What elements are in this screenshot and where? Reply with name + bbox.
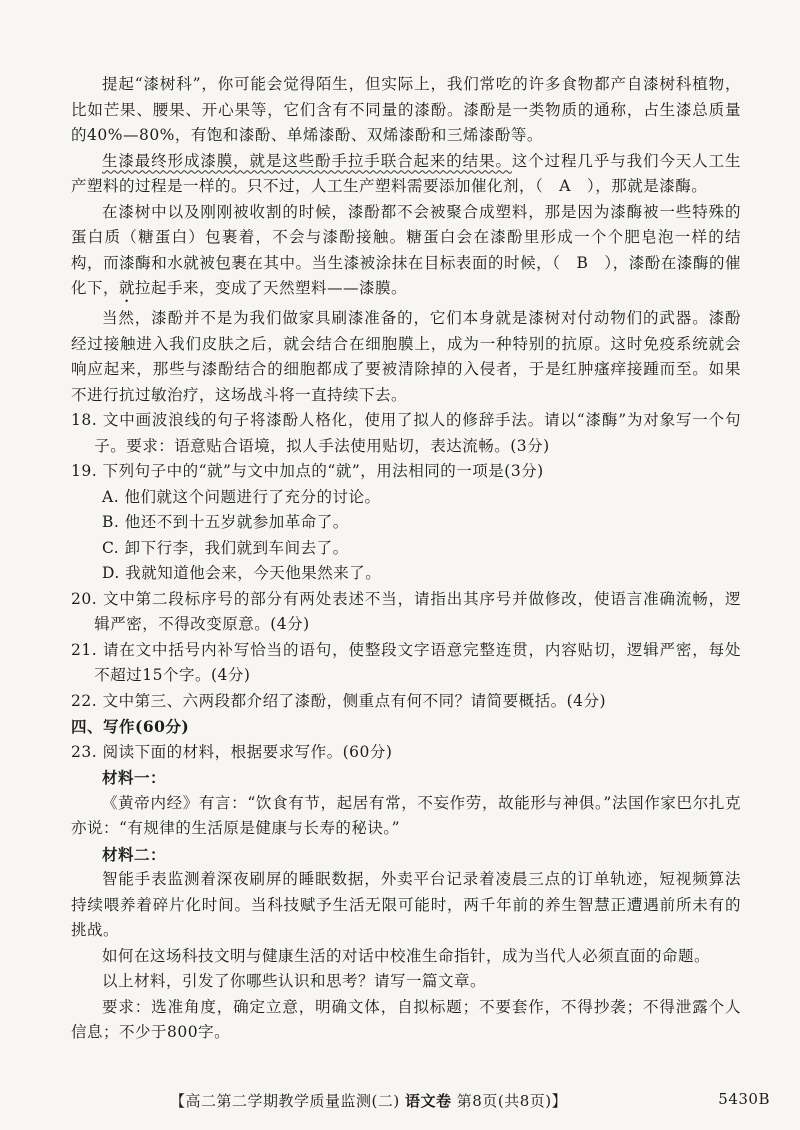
question-23: 23. 阅读下面的材料，根据要求写作。(60分)	[71, 742, 393, 761]
paragraph-2-rest: 这个过程几乎与我们今天人工生产塑料的过程是一样的。只不过，人工生产塑料需要添加催化剂，（ A ），那就是漆酶。	[71, 151, 741, 195]
passage-paragraph-2	[71, 149, 741, 200]
question-22: 22. 文中第三、六两段都介绍了漆酚，侧重点有何不同？请简要概括。(4分)	[71, 691, 607, 710]
paragraph-3-part-b: 拉起手来，变成了天然塑料——漆膜。	[135, 279, 408, 297]
footer-exam-title: 【高二第二学期教学质量监测(二)	[170, 1092, 400, 1110]
dotted-character: 就	[119, 279, 136, 297]
section-writing-heading: 四、写作(60分)	[71, 717, 190, 736]
footer-exam-info	[170, 1090, 567, 1111]
question-19-option-a: A. 他们就这个问题进行了充分的讨论。	[102, 487, 381, 506]
footer-subject: 语文卷	[405, 1092, 452, 1110]
question-19-option-d: D. 我就知道他会来，今天他果然来了。	[102, 564, 382, 582]
question-19-option-b: B. 他还不到十五岁就参加革命了。	[102, 513, 349, 531]
material-2-text: 智能手表监测着深夜刷屏的睡眠数据，外卖平台记录着凌晨三点的订单轨迹，短视频算法持续喂养着碎片化时间。当科技赋予生活无限可能时，两千年前的养生智慧正遭遇前所未有的挑战。	[71, 870, 741, 939]
page-content	[71, 72, 741, 1046]
material-1-label: 材料一：	[102, 768, 167, 787]
footer-paper-code: 5430B	[718, 1090, 770, 1108]
question-21: 21. 请在文中括号内补写恰当的语句，使整段文字语意完整连贯，内容贴切，逻辑严密，每处不超过15个字。(4分)	[71, 640, 741, 684]
passage-paragraph-3	[71, 200, 741, 307]
closing-paragraph-1: 如何在这场科技文明与健康生活的对话中校准生命指针，成为当代人必须直面的命题。	[102, 946, 711, 965]
writing-requirements: 要求：选准角度，确定立意，明确文体，自拟标题；不要套作，不得抄袭；不得泄露个人信息；不少于800字。	[71, 997, 741, 1041]
closing-paragraph-2: 以上材料，引发了你哪些认识和思考？请写一篇文章。	[102, 972, 487, 990]
question-19: 19. 下列句子中的“就”与文中加点的“就”，用法相同的一项是(3分)	[71, 462, 544, 480]
material-2-label: 材料二：	[102, 844, 167, 864]
question-19-option-c: C. 卸下行李，我们就到车间去了。	[102, 538, 349, 557]
passage-paragraph-1: 提起“漆树科”，你可能会觉得陌生，但实际上，我们常吃的许多食物都产自漆树科植物，比如芒果、腰果、开心果等，它们含有不同量的漆酚。漆酚是一类物质的通称，占生漆总质量的40%—80%，有饱和漆酚、单烯漆酚、双烯漆酚和三烯漆酚等。	[71, 75, 741, 144]
question-18: 18. 文中画波浪线的句子将漆酚人格化，使用了拟人的修辞手法。请以“漆酶”为对象写一个句子。要求：语意贴合语境，拟人手法使用贴切，表达流畅。(3分)	[71, 411, 741, 455]
question-20: 20. 文中第二段标序号的部分有两处表述不当，请指出其序号并做修改，使语言准确流畅，逻辑严密，不得改变原意。(4分)	[71, 589, 741, 633]
wavy-underlined-sentence: 生漆最终形成漆膜，就是这些酚手拉手联合起来的结果。	[102, 151, 512, 170]
material-1-text: 《黄帝内经》有言：“饮食有节，起居有常，不妄作劳，故能形与神俱。”法国作家巴尔扎克亦说：“有规律的生活原是健康与长寿的秘诀。”	[71, 793, 741, 837]
paragraph-3-part-a: 在漆树中以及刚刚被收割的时候，漆酚都不会被聚合成塑料，那是因为漆酶被一些特殊的蛋白质（糖蛋白）包裹着，不会与漆酚接触。糖蛋白会在漆酚里形成一个个肥皂泡一样的结构，而漆酶和水就被包裹在其中。当生漆被涂抹在目标表面的时候，（ B ），漆酚在漆酶的催化下，	[71, 202, 741, 297]
footer-page-number: 第8页(共8页)】	[456, 1092, 568, 1110]
passage-paragraph-4: 当然，漆酚并不是为我们做家具刷漆准备的，它们本身就是漆树对付动物们的武器。漆酚经过接触进入我们皮肤之后，就会结合在细胞膜上，成为一种特别的抗原。这时免疫系统就会响应起来，那些与漆酚结合的细胞都成了要被清除掉的入侵者，于是红肿瘙痒接踵而至。如果不进行抗过敏治疗，这场战斗将一直持续下去。	[71, 309, 741, 404]
page-footer	[170, 1090, 770, 1111]
